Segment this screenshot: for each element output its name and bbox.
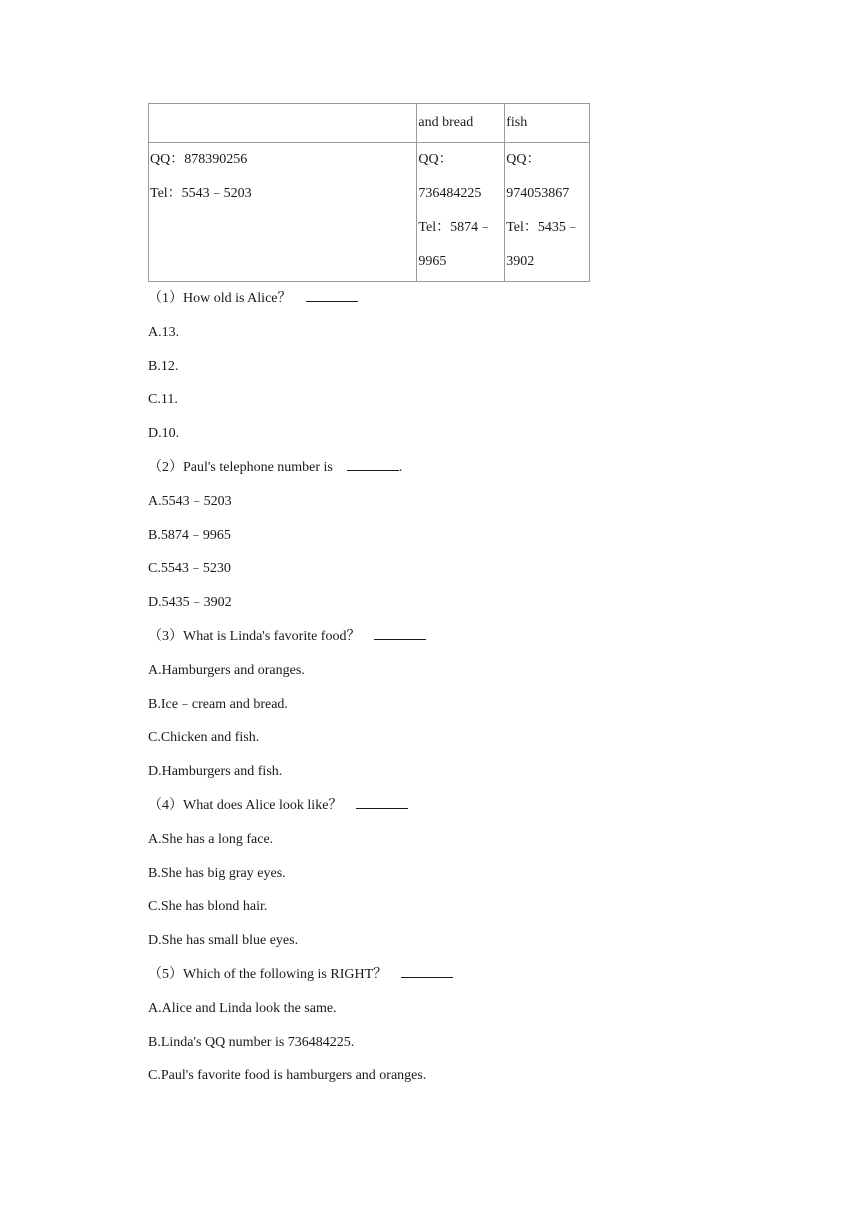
tel-number: Tel：5543﹣5203	[150, 186, 252, 201]
table-row	[149, 143, 590, 282]
answer-option: D.5435﹣3902	[148, 595, 232, 611]
answer-option: C.11.	[148, 392, 178, 408]
info-table	[148, 103, 590, 282]
qq-number: QQ：878390256	[150, 152, 248, 167]
question-stem: （5）Which of the following is RIGHT？	[148, 958, 708, 992]
qq-number: 736484225	[418, 186, 482, 201]
table-cell: and bread	[417, 104, 505, 143]
question-stem: （2）Paul's telephone number is .	[148, 459, 403, 475]
tel-number: Tel：5874﹣	[418, 220, 493, 235]
answer-option: D.Hamburgers and fish.	[148, 764, 283, 780]
tel-number-end: 9965	[418, 254, 447, 269]
table-cell	[149, 104, 417, 143]
answer-option: A.13.	[148, 324, 180, 340]
answer-blank[interactable]	[306, 289, 358, 302]
answer-blank[interactable]	[374, 627, 426, 640]
table-cell: fish	[505, 104, 590, 143]
answer-option: B.5874﹣9965	[148, 527, 231, 543]
qq-label-line: QQ：	[506, 152, 541, 167]
answer-option: C.5543﹣5230	[148, 561, 231, 577]
answer-option: A.5543﹣5203	[148, 493, 232, 509]
answer-option: A.She has a long face.	[148, 831, 274, 847]
answer-option: A.Hamburgers and oranges.	[148, 662, 305, 678]
qq-number: 974053867	[506, 186, 570, 201]
answer-blank[interactable]	[356, 796, 408, 809]
qq-label-line: QQ：	[418, 152, 453, 167]
answer-blank[interactable]	[347, 458, 399, 471]
question-stem: （4）What does Alice look like？	[148, 789, 708, 823]
answer-option: C.Chicken and fish.	[148, 730, 260, 746]
answer-option: B.She has big gray eyes.	[148, 865, 286, 881]
table-cell	[149, 143, 417, 282]
table-cell	[505, 143, 590, 282]
answer-option: C.She has blond hair.	[148, 899, 268, 915]
question-list	[148, 282, 708, 1093]
answer-option: C.Paul's favorite food is hamburgers and oranges.	[148, 1068, 427, 1084]
answer-option: B.Ice﹣cream and bread.	[148, 696, 288, 712]
table-row	[149, 104, 590, 143]
tel-number: Tel：5435﹣	[506, 220, 580, 235]
answer-option: A.Alice and Linda look the same.	[148, 1000, 337, 1016]
tel-number-end: 3902	[506, 254, 535, 269]
question-stem: （3）What is Linda's favorite food？	[148, 620, 708, 654]
answer-option: D.10.	[148, 426, 180, 442]
document-page	[148, 103, 708, 1093]
table-cell	[417, 143, 505, 282]
answer-blank[interactable]	[401, 965, 453, 978]
answer-option: B.12.	[148, 358, 179, 374]
answer-option: B.Linda's QQ number is 736484225.	[148, 1034, 355, 1050]
answer-option: D.She has small blue eyes.	[148, 933, 299, 949]
question-stem: （1）How old is Alice？	[148, 282, 708, 316]
